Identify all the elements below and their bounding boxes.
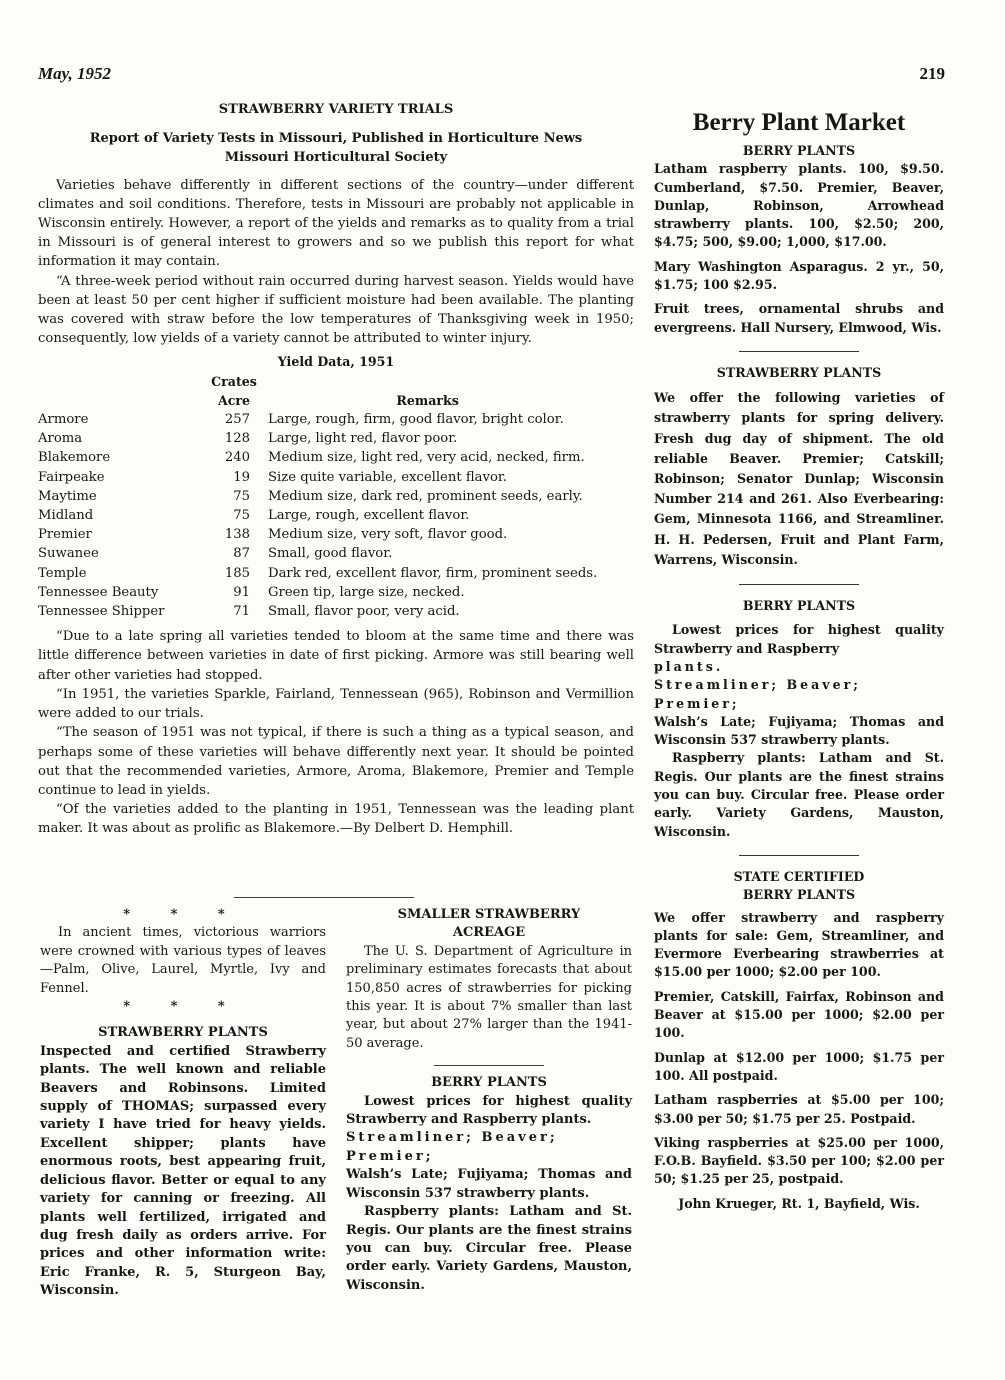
variety-gardens-ad-text: Raspberry plants: Latham and St. Regis. Our plants are the finest strains you can buy. Circular free. Please order early. Variety Gardens, Mauston, Wisconsin. xyxy=(654,750,944,839)
ancient-times-note: In ancient times, victorious warriors were crowned with various types of leaves—Palm, Olive, Laurel, Myrtle, Ivy and Fennel. xyxy=(40,925,326,996)
table-row xyxy=(38,602,597,621)
crates-value: 87 xyxy=(233,546,250,562)
acreage-title: ACREAGE xyxy=(452,925,526,941)
variety-name: Fairpeake xyxy=(38,469,105,485)
crates-value: 19 xyxy=(233,469,250,485)
crates-value: 240 xyxy=(224,450,250,466)
remarks-col-header: Remarks xyxy=(396,392,459,408)
krueger-ad-text: Dunlap at $12.00 per 1000; $1.75 per 100. All postpaid. xyxy=(654,1049,944,1083)
variety-name: Suwanee xyxy=(38,546,99,562)
intro-paragraph: “A three-week period without rain occurred during harvest season. Yields would have been at least 50 per cent higher if sufficient moisture had been available. The planting was covered with straw before the low temperatures of Thanksgiving week in 1950; consequently, low yields of a variety cannot be attributed to winter injury. xyxy=(38,273,634,347)
running-date: May, 1952 xyxy=(38,64,112,83)
acreage-text: The U. S. Department of Agriculture in preliminary estimates forecasts that about 150,850 acres of strawberries for picking this year. It is about 7% smaller than last year, but about 27% larger than the 1941-50 average. xyxy=(346,943,632,1051)
berry-ad-text: Streamliner; Beaver; Premier; xyxy=(346,1130,558,1164)
remarks: Small, good flavor. xyxy=(268,546,393,562)
krueger-ad-title: BERRY PLANTS xyxy=(742,887,856,903)
ornament-stars: * * * xyxy=(123,999,243,1015)
article-source: Missouri Horticultural Society xyxy=(224,150,448,166)
table-row xyxy=(38,448,597,467)
pedersen-ad-title: STRAWBERRY PLANTS xyxy=(716,364,882,380)
yield-table-title: Yield Data, 1951 xyxy=(277,354,395,370)
variety-name: Tennessee Beauty xyxy=(38,584,159,600)
remarks: Size quite variable, excellent flavor. xyxy=(268,469,507,485)
crates-value: 185 xyxy=(224,565,250,581)
bottom-left-column xyxy=(40,906,326,1301)
variety-name: Midland xyxy=(38,508,94,524)
table-row xyxy=(38,544,597,563)
variety-name: Maytime xyxy=(38,488,97,504)
remarks: Large, light red, flavor poor. xyxy=(268,431,458,447)
variety-trials-article xyxy=(38,100,634,839)
table-row xyxy=(38,583,597,602)
berry-plant-market-sidebar xyxy=(654,108,944,1219)
variety-gardens-ad-text: plants. xyxy=(654,658,724,674)
hall-ad-text: Fruit trees, ornamental shrubs and evergreens. Hall Nursery, Elmwood, Wis. xyxy=(654,301,944,335)
divider xyxy=(739,351,859,352)
krueger-ad-text: Viking raspberries at $25.00 per 1000, F.O.B. Bayfield. $3.50 per 100; $2.00 per 50; $1.25 per 25, postpaid. xyxy=(654,1134,944,1187)
article-title: STRAWBERRY VARIETY TRIALS xyxy=(218,102,454,117)
bottom-middle-column xyxy=(346,906,632,1295)
market-title: Berry Plant Market xyxy=(692,109,906,136)
hall-ad-title: BERRY PLANTS xyxy=(742,143,856,158)
crates-value: 128 xyxy=(224,431,250,447)
table-row xyxy=(38,487,597,506)
variety-name: Temple xyxy=(38,565,87,581)
divider xyxy=(739,584,859,585)
variety-name: Tennessee Shipper xyxy=(38,604,165,620)
variety-name: Armore xyxy=(38,412,89,428)
closing-paragraph: “In 1951, the varieties Sparkle, Fairland, Tennessean (965), Robinson and Vermillion were added to our trials. xyxy=(38,686,634,722)
article-subtitle: Report of Variety Tests in Missouri, Published in Horticulture News xyxy=(89,131,583,147)
crates-value: 71 xyxy=(233,604,250,620)
yield-table xyxy=(38,372,597,622)
ornament-stars: * * * xyxy=(123,907,243,922)
closing-paragraph: “The season of 1951 was not typical, if there is such a thing as a typical season, and perhaps some of these varieties will behave differently next year. It should be pointed out that the recommended varieties, Armore, Aroma, Blakemore, Premier and Temple continue to lead in yields. xyxy=(38,725,634,798)
variety-gardens-ad-text: Walsh’s Late; Fujiyama; Thomas and Wisconsin 537 strawberry plants. xyxy=(654,713,944,748)
table-row xyxy=(38,410,597,429)
page-number: 219 xyxy=(919,64,945,83)
berry-ad-title: BERRY PLANTS xyxy=(431,1075,547,1091)
variety-name: Blakemore xyxy=(38,450,111,466)
crates-value: 257 xyxy=(224,412,250,428)
yield-col-header: Acre xyxy=(217,392,251,408)
remarks: Medium size, very soft, flavor good. xyxy=(268,527,508,543)
remarks: Medium size, dark red, prominent seeds, early. xyxy=(268,488,583,504)
table-row xyxy=(38,429,597,448)
divider xyxy=(739,855,859,856)
remarks: Dark red, excellent flavor, firm, prominent seeds. xyxy=(268,565,598,581)
crates-value: 138 xyxy=(224,527,250,543)
hall-ad-text: Mary Washington Asparagus. 2 yr., 50, $1.75; 100 $2.95. xyxy=(654,258,944,293)
variety-gardens-ad-text: Streamliner; Beaver; Premier; xyxy=(654,677,861,711)
table-row xyxy=(38,468,597,487)
variety-gardens-ad-text: Lowest prices for highest quality Strawberry and Raspberry xyxy=(654,622,944,656)
remarks: Large, rough, firm, good flavor, bright color. xyxy=(268,412,564,428)
berry-ad-text: Walsh’s Late; Fujiyama; Thomas and Wisconsin 537 strawberry plants. xyxy=(346,1167,632,1201)
closing-paragraph: “Due to a late spring all varieties tended to bloom at the same time and there was little difference between varieties in date of first picking. Armore was still bearing well after other varieties had stopped. xyxy=(38,629,634,683)
remarks: Large, rough, excellent flavor. xyxy=(268,508,470,524)
franke-ad-text: Inspected and certified Strawberry plants. The well known and reliable Beavers and Robinsons. Limited supply of THOMAS; surpassed every variety I have tried for heavy yields. Excellent shipper; plants have enormous roots, best appearing fruit, delicious flavor. Better or equal to any variety for canning or freezing. All plants well fertilized, irrigated and dug fresh daily as orders arrive. For prices and other information write: Eric Franke, R. 5, Sturgeon Bay, Wisconsin. xyxy=(40,1043,326,1299)
hall-ad-text: Latham raspberry plants. 100, $9.50. Cumberland, $7.50. Premier, Beaver, Dunlap, Robinson, Arrowhead strawberry plants. 100, $2.50; 200, $4.75; 500, $9.00; 1,000, $17.00. xyxy=(654,161,944,250)
variety-name: Aroma xyxy=(38,431,83,447)
krueger-ad-text: We offer strawberry and raspberry plants for sale: Gem, Streamliner, and Evermore Everbearing strawberries at $15.00 per 1000; $2.00 per 100. xyxy=(654,909,944,980)
berry-ad-text: Lowest prices for highest quality Strawberry and Raspberry plants. xyxy=(346,1093,632,1128)
crates-value: 91 xyxy=(233,584,250,600)
berry-ad-text: Raspberry plants: Latham and St. Regis. Our plants are the finest strains you can buy. Circular free. Please order early. Variety Gardens, Mauston, Wisconsin. xyxy=(346,1204,632,1293)
franke-ad-title: STRAWBERRY PLANTS xyxy=(98,1025,268,1041)
pedersen-ad-text: We offer the following varieties of strawberry plants for spring delivery. Fresh dug day of shipment. The old reliable Beaver. Premier; Catskill; Robinson; Senator Dunlap; Wisconsin Number 214 and 261. Also Everbearing: Gem, Minnesota 1166, and Streamliner. H. H. Pedersen, Fruit and Plant Farm, Warrens, Wisconsin. xyxy=(654,390,944,567)
table-row xyxy=(38,525,597,544)
remarks: Green tip, large size, necked. xyxy=(268,584,465,600)
krueger-ad-signature: John Krueger, Rt. 1, Bayfield, Wis. xyxy=(678,1195,920,1211)
table-row xyxy=(38,506,597,525)
divider xyxy=(434,1065,544,1066)
remarks: Medium size, light red, very acid, necked, firm. xyxy=(268,450,585,466)
intro-paragraph: Varieties behave differently in different sections of the country—under different climates and soil conditions. Therefore, tests in Missouri are probably not applicable in Wisconsin entirely. However, a report of the yields and remarks as to quality from a trial in Missouri is of general interest to growers and so we publish this report for what information it may contain. xyxy=(38,177,634,270)
krueger-ad-title: STATE CERTIFIED xyxy=(733,868,865,884)
krueger-ad-text: Premier, Catskill, Fairfax, Robinson and Beaver at $15.00 per 1000; $2.00 per 100. xyxy=(654,988,944,1041)
remarks: Small, flavor poor, very acid. xyxy=(268,604,460,620)
yield-col-header: Crates xyxy=(211,373,257,389)
table-row xyxy=(38,564,597,583)
variety-name: Premier xyxy=(38,527,92,543)
krueger-ad-text: Latham raspberries at $5.00 per 100; $3.00 per 50; $1.75 per 25. Postpaid. xyxy=(654,1092,944,1126)
variety-gardens-ad-title: BERRY PLANTS xyxy=(742,598,856,614)
divider xyxy=(234,897,414,898)
crates-value: 75 xyxy=(233,488,250,504)
closing-paragraph: “Of the varieties added to the planting in 1951, Tennessean was the leading plant maker. It was about as prolific as Blakemore.—By Delbert D. Hemphill. xyxy=(38,802,634,837)
acreage-title: SMALLER STRAWBERRY xyxy=(397,907,581,922)
crates-value: 75 xyxy=(233,508,250,524)
